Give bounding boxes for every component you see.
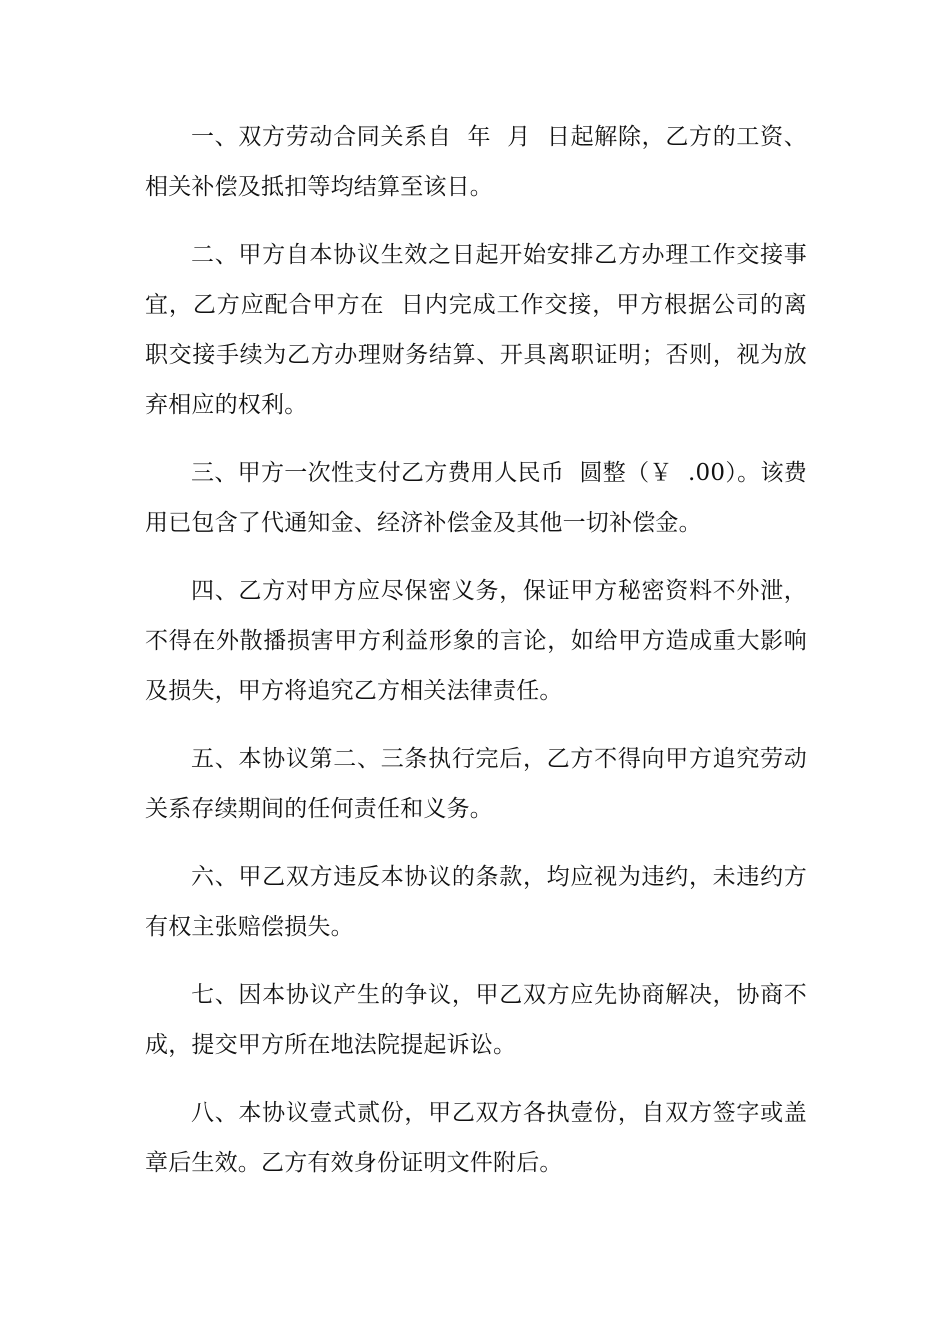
clause-8: 八、本协议壹式贰份，甲乙双方各执壹份，自双方签字或盖章后生效。乙方有效身份证明文件附后。 bbox=[145, 1100, 807, 1176]
clause-2: 二、甲方自本协议生效之日起开始安排乙方办理工作交接事宜，乙方应配合甲方在 日内完成工作交接，甲方根据公司的离职交接手续为乙方办理财务结算、开具离职证明；否则，视为放弃相应的权利。 bbox=[145, 242, 807, 418]
document-body bbox=[145, 112, 807, 1206]
clause-3: 三、甲方一次性支付乙方费用人民币 圆整（￥ .00）。该费用已包含了代通知金、经济补偿金及其他一切补偿金。 bbox=[145, 460, 807, 536]
clause-4: 四、乙方对甲方应尽保密义务，保证甲方秘密资料不外泄，不得在外散播损害甲方利益形象的言论，如给甲方造成重大影响及损失，甲方将追究乙方相关法律责任。 bbox=[145, 578, 807, 704]
clause-1: 一、双方劳动合同关系自 年 月 日起解除，乙方的工资、相关补偿及抵扣等均结算至该日。 bbox=[145, 124, 807, 200]
clause-7: 七、因本协议产生的争议，甲乙双方应先协商解决，协商不成，提交甲方所在地法院提起诉讼。 bbox=[145, 982, 807, 1058]
clause-5: 五、本协议第二、三条执行完后，乙方不得向甲方追究劳动关系存续期间的任何责任和义务。 bbox=[145, 746, 807, 822]
clause-6: 六、甲乙双方违反本协议的条款，均应视为违约，未违约方有权主张赔偿损失。 bbox=[145, 864, 807, 940]
